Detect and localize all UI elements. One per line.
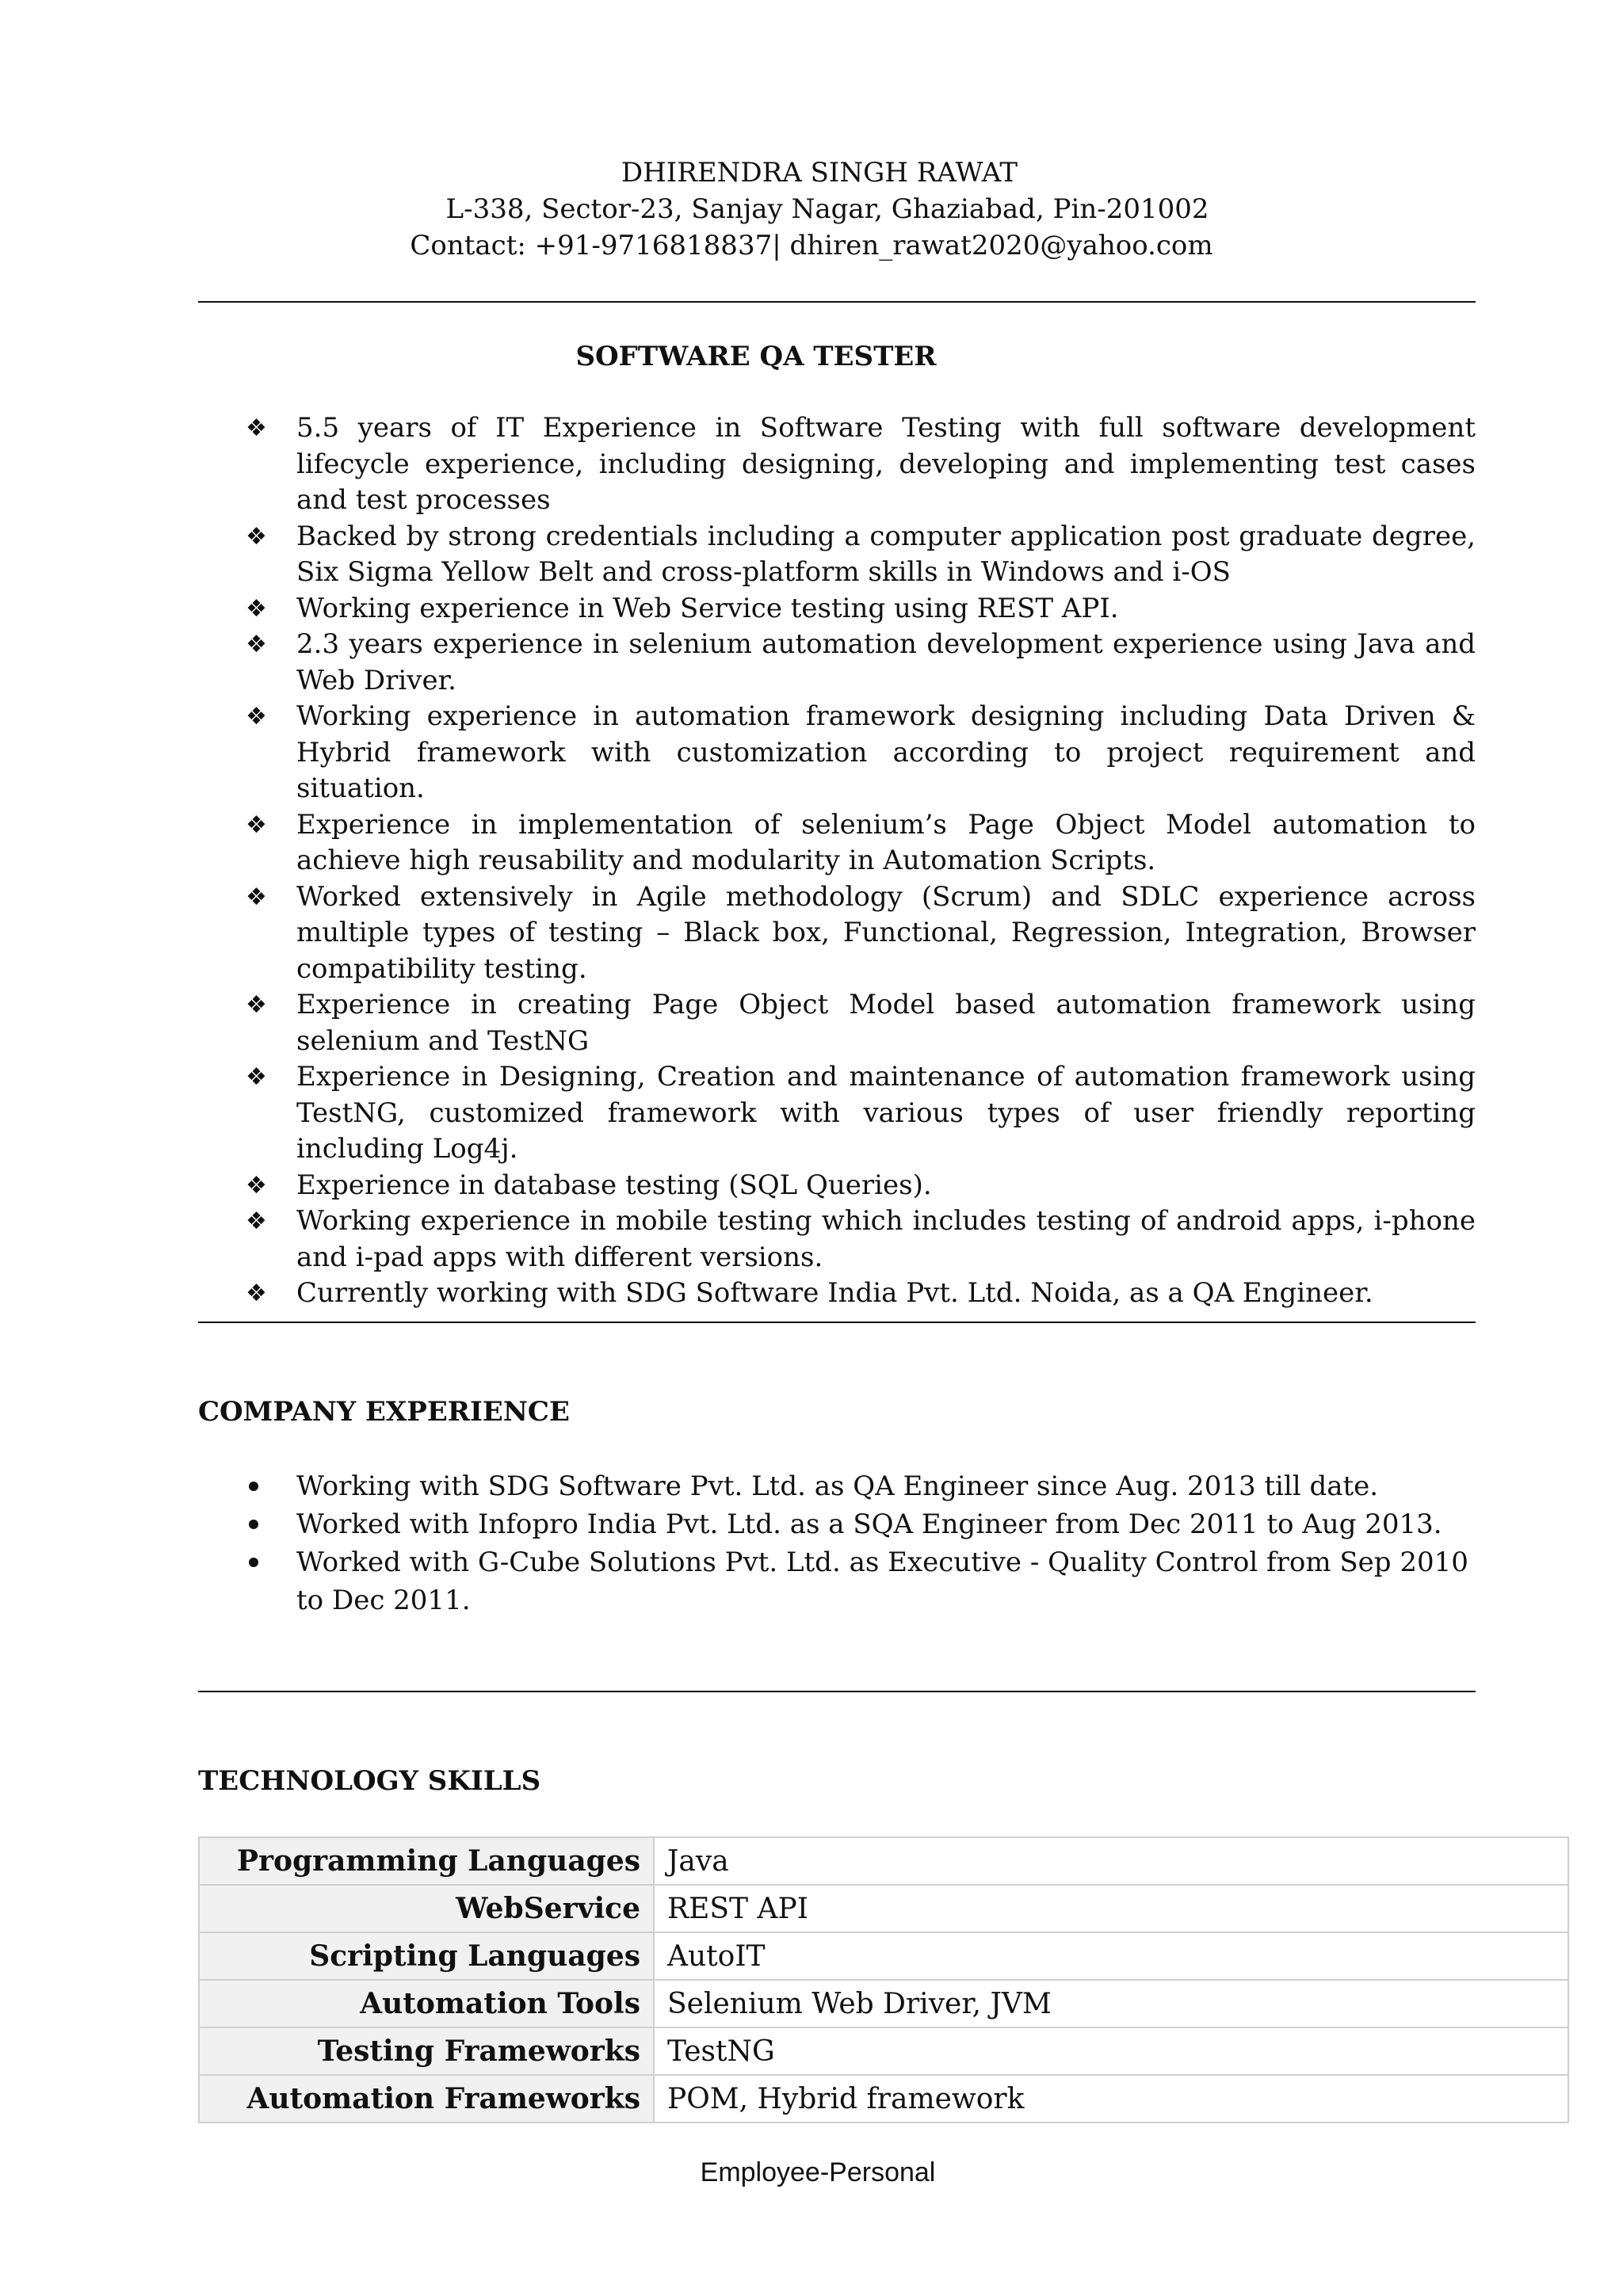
diamond-bullet-icon: ❖ bbox=[246, 1280, 267, 1307]
company-experience-list bbox=[246, 1467, 1476, 1619]
table-row bbox=[199, 1885, 1568, 1932]
skill-category: WebService bbox=[199, 1885, 654, 1932]
summary-item: ❖ Worked extensively in Agile methodology (Scrum) and SDLC experience across multiple types of testing – Black box, Functional, Regression, Integration, Browser compatibility testing. bbox=[246, 880, 1476, 985]
summary-item: ❖ Experience in database testing (SQL Queries). bbox=[246, 1168, 1476, 1204]
document-classification-footer: Employee-Personal bbox=[700, 2157, 936, 2187]
bullet-dot-icon bbox=[249, 1558, 258, 1567]
experience-item: Worked with Infopro India Pvt. Ltd. as a SQA Engineer from Dec 2011 to Aug 2013. bbox=[246, 1505, 1476, 1543]
bullet-dot-icon bbox=[249, 1482, 258, 1491]
diamond-bullet-icon: ❖ bbox=[246, 810, 267, 839]
table-row bbox=[199, 1980, 1568, 2027]
diamond-bullet-icon: ❖ bbox=[246, 594, 267, 623]
table-row bbox=[199, 2075, 1568, 2122]
candidate-address: L-338, Sector-23, Sanjay Nagar, Ghaziabad, Pin-201002 bbox=[445, 193, 1209, 225]
table-row bbox=[199, 1932, 1568, 1980]
technology-skills-title: TECHNOLOGY SKILLS bbox=[198, 1765, 541, 1797]
diamond-bullet-icon: ❖ bbox=[246, 631, 267, 658]
table-row bbox=[199, 2027, 1568, 2075]
skill-value: REST API bbox=[654, 1885, 1568, 1932]
summary-title: SOFTWARE QA TESTER bbox=[575, 341, 937, 372]
divider-experience bbox=[198, 1691, 1476, 1692]
candidate-contact: Contact: +91-9716818837| dhiren_rawat2020@yahoo.com bbox=[410, 230, 1213, 261]
summary-item: ❖ Working experience in automation framework designing including Data Driven & Hybrid framework with customization according to project requirement and situation. bbox=[246, 700, 1476, 804]
divider-top bbox=[198, 301, 1476, 303]
company-experience-title: COMPANY EXPERIENCE bbox=[198, 1396, 570, 1428]
skills-table bbox=[198, 1836, 1569, 2123]
summary-list bbox=[246, 410, 1476, 1312]
skill-value: TestNG bbox=[654, 2027, 1568, 2075]
diamond-bullet-icon: ❖ bbox=[246, 414, 267, 442]
summary-item: ❖ Currently working with SDG Software India Pvt. Ltd. Noida, as a QA Engineer. bbox=[246, 1276, 1476, 1312]
summary-item: ❖ Experience in Designing, Creation and maintenance of automation framework using TestNG, customized framework with various types of user friendly reporting including Log4j. bbox=[246, 1061, 1476, 1165]
candidate-name: DHIRENDRA SINGH RAWAT bbox=[621, 157, 1018, 189]
skill-category: Automation Tools bbox=[199, 1980, 654, 2027]
bullet-dot-icon bbox=[249, 1520, 258, 1529]
diamond-bullet-icon: ❖ bbox=[246, 991, 267, 1019]
summary-item: ❖ Experience in implementation of selenium’s Page Object Model automation to achieve high reusability and modularity in Automation Scripts. bbox=[246, 808, 1476, 876]
skill-value: Selenium Web Driver, JVM bbox=[654, 1980, 1568, 2027]
diamond-bullet-icon: ❖ bbox=[246, 883, 267, 911]
diamond-bullet-icon: ❖ bbox=[246, 703, 267, 730]
summary-item: ❖ 2.3 years experience in selenium automation development experience using Java and Web Driver. bbox=[246, 628, 1476, 696]
table-row bbox=[199, 1837, 1568, 1885]
diamond-bullet-icon: ❖ bbox=[246, 1063, 267, 1091]
diamond-bullet-icon: ❖ bbox=[246, 522, 267, 551]
summary-item: ❖ Backed by strong credentials including a computer application post graduate degree, Six Sigma Yellow Belt and cross-platform skills in Windows and i-OS bbox=[246, 520, 1476, 588]
summary-item: ❖ Working experience in mobile testing which includes testing of android apps, i-phone and i-pad apps with different versions. bbox=[246, 1205, 1476, 1273]
experience-item: Working with SDG Software Pvt. Ltd. as QA Engineer since Aug. 2013 till date. bbox=[246, 1467, 1476, 1505]
summary-item: ❖ Working experience in Web Service testing using REST API. bbox=[246, 591, 1476, 627]
summary-item: ❖ Experience in creating Page Object Model based automation framework using selenium and TestNG bbox=[246, 989, 1476, 1057]
resume-header bbox=[0, 154, 1623, 264]
skill-value: POM, Hybrid framework bbox=[654, 2075, 1568, 2122]
diamond-bullet-icon: ❖ bbox=[246, 1207, 267, 1235]
divider-summary bbox=[198, 1322, 1476, 1323]
skill-value: AutoIT bbox=[654, 1932, 1568, 1980]
summary-item: ❖ 5.5 years of IT Experience in Software Testing with full software development lifecycle experience, including designing, developing and implementing test cases and test processes bbox=[246, 412, 1476, 516]
skill-category: Programming Languages bbox=[199, 1837, 654, 1885]
diamond-bullet-icon: ❖ bbox=[246, 1171, 267, 1199]
skill-category: Testing Frameworks bbox=[199, 2027, 654, 2075]
skill-value: Java bbox=[654, 1837, 1568, 1885]
skill-category: Automation Frameworks bbox=[199, 2075, 654, 2122]
experience-item: Worked with G-Cube Solutions Pvt. Ltd. as Executive - Quality Control from Sep 2010 to Dec 2011. bbox=[246, 1543, 1476, 1619]
skill-category: Scripting Languages bbox=[199, 1932, 654, 1980]
